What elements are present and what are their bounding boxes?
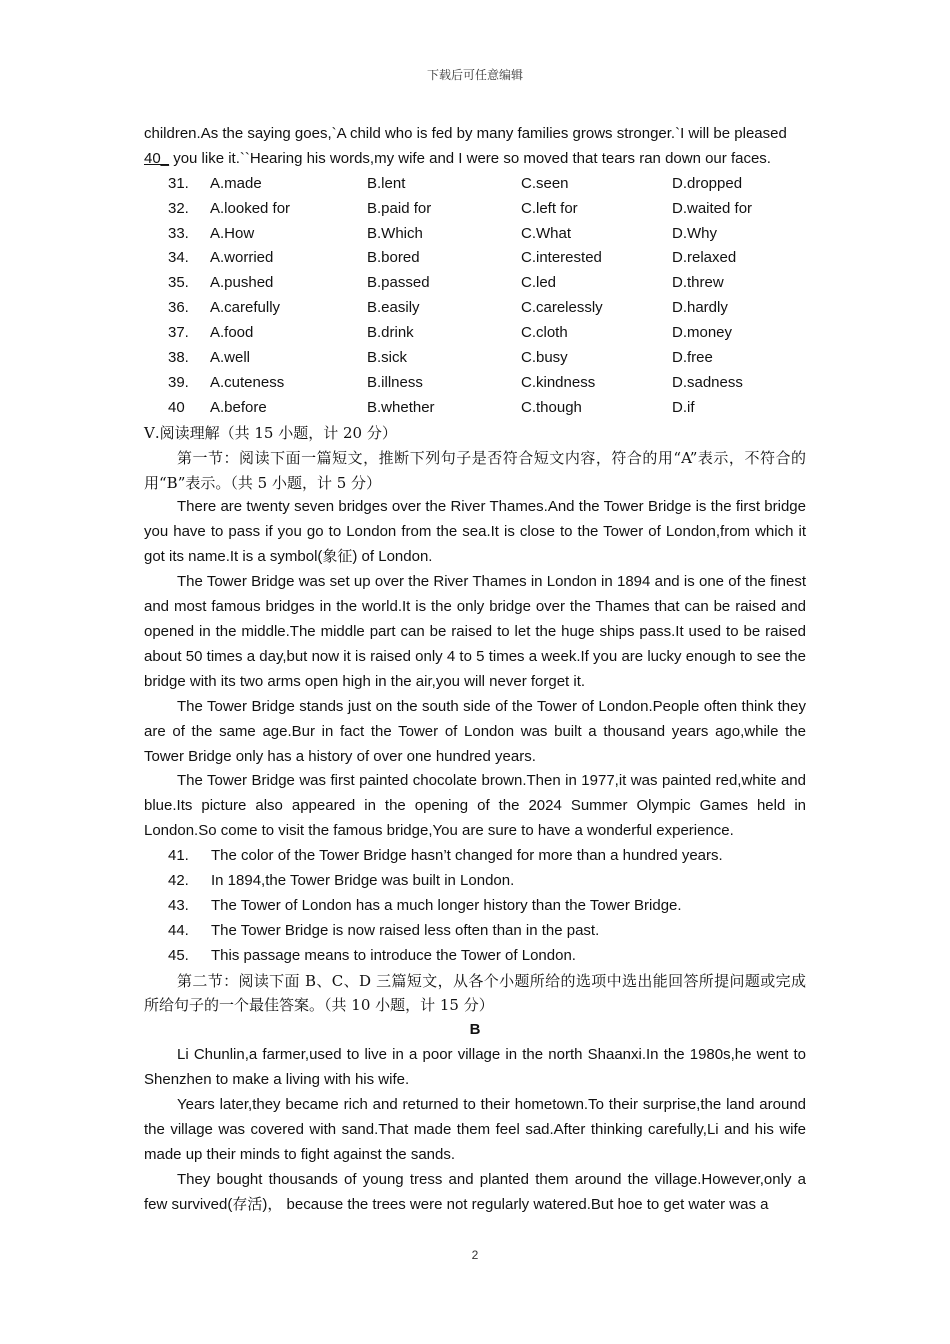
option-c: C.What (521, 224, 572, 242)
passage-a-paragraph: The Tower Bridge was first painted chocolate brown.Then in 1977,it was painted red,white and blue.Its picture also appeared in the opening of the 2024 Summer Olympic Games held in London.So come to visit the famous bridge,You are sure to have a wonderful experience. (144, 772, 806, 840)
statement-text: The Tower of London has a much longer history than the Tower Bridge. (211, 896, 682, 914)
option-c: C.led (521, 274, 557, 292)
option-a: A.cuteness (210, 373, 285, 391)
question-number: 36. (168, 299, 189, 317)
option-row (144, 371, 806, 396)
part1-instruction: 第一节：阅读下面一篇短文，推断下列句子是否符合短文内容，符合的用“A”表示，不符合的用“B”表示。（共 5 小题，计 5 分） (144, 448, 806, 492)
statement-number: 44. (168, 921, 189, 939)
option-a: A.before (210, 398, 267, 416)
option-b: B.Which (367, 224, 423, 242)
statement-item (144, 844, 806, 869)
passage-a-paragraph: The Tower Bridge was set up over the River Thames in London in 1894 and is one of the finest and most famous bridges in the world.It is the only bridge over the Thames that can be raised and opened in the middle.The middle part can be raised to let the huge ships pass.It used to be raised about 50 times a day,but now it is raised only 4 to 5 times a week.If you are lucky enough to see the bridge with its two arms open high in the air,you will never forget it. (144, 573, 806, 690)
option-c: C.interested (521, 249, 602, 267)
option-b: B.passed (367, 274, 430, 292)
passage-b-paragraph: Years later,they became rich and returned to their hometown.To their surprise,the land around the village was covered with sand.That made them feel sad.After thinking carefully,Li and his wife made up their minds to fight against the sands. (144, 1096, 806, 1163)
options-table (144, 172, 806, 421)
question-number: 31. (168, 174, 189, 192)
option-d: D.waited for (672, 199, 753, 217)
page-number: 2 (471, 1248, 479, 1262)
intro-line-2-text: you like it.``Hearing his words,my wife and I were so moved that tears ran down our faces. (169, 149, 771, 167)
question-number: 34. (168, 249, 189, 267)
option-a: A.well (210, 349, 251, 367)
question-number: 39. (168, 373, 189, 391)
option-a: A.pushed (210, 274, 274, 292)
statement-text: In 1894,the Tower Bridge was built in London. (211, 872, 515, 890)
statement-text: The color of the Tower Bridge hasn’t changed for more than a hundred years. (211, 847, 723, 865)
option-row (144, 222, 806, 247)
passage-a-paragraph: There are twenty seven bridges over the River Thames.And the Tower Bridge is the first bridge you have to pass if you go to London from the sea.It is close to the Tower of London,from which it got its name.It is a symbol(象征) of London. (144, 498, 806, 566)
option-d: D.relaxed (672, 249, 737, 267)
option-c: C.kindness (521, 373, 596, 391)
passage-b-paragraph: They bought thousands of young tress and planted them around the village.However,only a few survived(存活)， because the trees were not regularly watered.But hoe to get water was a (144, 1170, 806, 1213)
option-c: C.seen (521, 174, 569, 192)
option-b: B.sick (367, 349, 408, 367)
passage-b-paragraph: Li Chunlin,a farmer,used to live in a poor village in the north Shaanxi.In the 1980s,he went to Shenzhen to make a living with his wife. (144, 1046, 806, 1089)
passage-b-title: B (469, 1021, 481, 1039)
option-d: D.Why (672, 224, 717, 242)
passage-a-paragraph: The Tower Bridge stands just on the south side of the Tower of London.People often think they are of the same age.Bur in fact the Tower of London was built a thousand years ago,while the Tower Bridge only has a history of over one hundred years. (144, 697, 806, 765)
option-b: B.bored (367, 249, 420, 267)
option-a: A.How (210, 224, 255, 242)
question-number: 38. (168, 349, 189, 367)
option-a: A.looked for (210, 199, 291, 217)
statement-number: 42. (168, 872, 189, 890)
option-b: B.illness (367, 373, 423, 391)
option-b: B.paid for (367, 199, 432, 217)
option-row (144, 197, 806, 222)
option-row (144, 271, 806, 296)
statement-item (144, 894, 806, 919)
document-body (144, 122, 806, 1218)
option-d: D.money (672, 324, 733, 342)
statement-number: 43. (168, 896, 189, 914)
option-row (144, 172, 806, 197)
option-d: D.free (672, 349, 713, 367)
intro-line-2 (144, 147, 806, 172)
option-row (144, 246, 806, 271)
intro-line-1: children.As the saying goes,`A child who is fed by many families grows stronger.`I will be pleased (144, 125, 787, 142)
option-row (144, 396, 806, 421)
option-b: B.drink (367, 324, 414, 342)
option-a: A.worried (210, 249, 274, 267)
option-a: A.food (210, 324, 254, 342)
question-number: 40 (168, 398, 185, 416)
option-d: D.sadness (672, 373, 743, 391)
option-b: B.lent (367, 174, 406, 192)
section-title: Ⅴ.阅读理解（共 15 小题，计 20 分） (144, 423, 397, 442)
question-number: 32. (168, 199, 189, 217)
option-row (144, 296, 806, 321)
statement-number: 45. (168, 946, 189, 964)
option-a: A.carefully (210, 299, 281, 317)
option-c: C.carelessly (521, 299, 603, 317)
option-d: D.dropped (672, 174, 743, 192)
option-row (144, 321, 806, 346)
question-number: 37. (168, 324, 189, 342)
statement-item (144, 869, 806, 894)
option-d: D.hardly (672, 299, 728, 317)
option-d: D.if (672, 398, 695, 416)
statement-item (144, 944, 806, 969)
statement-text: This passage means to introduce the Tower of London. (211, 946, 576, 964)
statement-text: The Tower Bridge is now raised less often than in the past. (211, 921, 600, 939)
part2-instruction: 第二节：阅读下面 B、C、D 三篇短文，从各个小题所给的选项中选出能回答所提问题或完成所给句子的一个最佳答案。（共 10 小题，计 15 分） (144, 971, 806, 1015)
statement-number: 41. (168, 847, 189, 865)
option-d: D.threw (672, 274, 724, 292)
question-number: 33. (168, 224, 189, 242)
blank-40: 40_ (144, 149, 170, 167)
option-c: C.left for (521, 199, 578, 217)
question-number: 35. (168, 274, 189, 292)
option-c: C.busy (521, 349, 568, 367)
option-a: A.made (210, 174, 262, 192)
option-b: B.whether (367, 398, 435, 416)
option-c: C.though (521, 398, 582, 416)
option-b: B.easily (367, 299, 420, 317)
option-c: C.cloth (521, 324, 568, 342)
page-header: 下载后可任意编辑 (426, 68, 523, 82)
option-row (144, 346, 806, 371)
statement-item (144, 919, 806, 944)
